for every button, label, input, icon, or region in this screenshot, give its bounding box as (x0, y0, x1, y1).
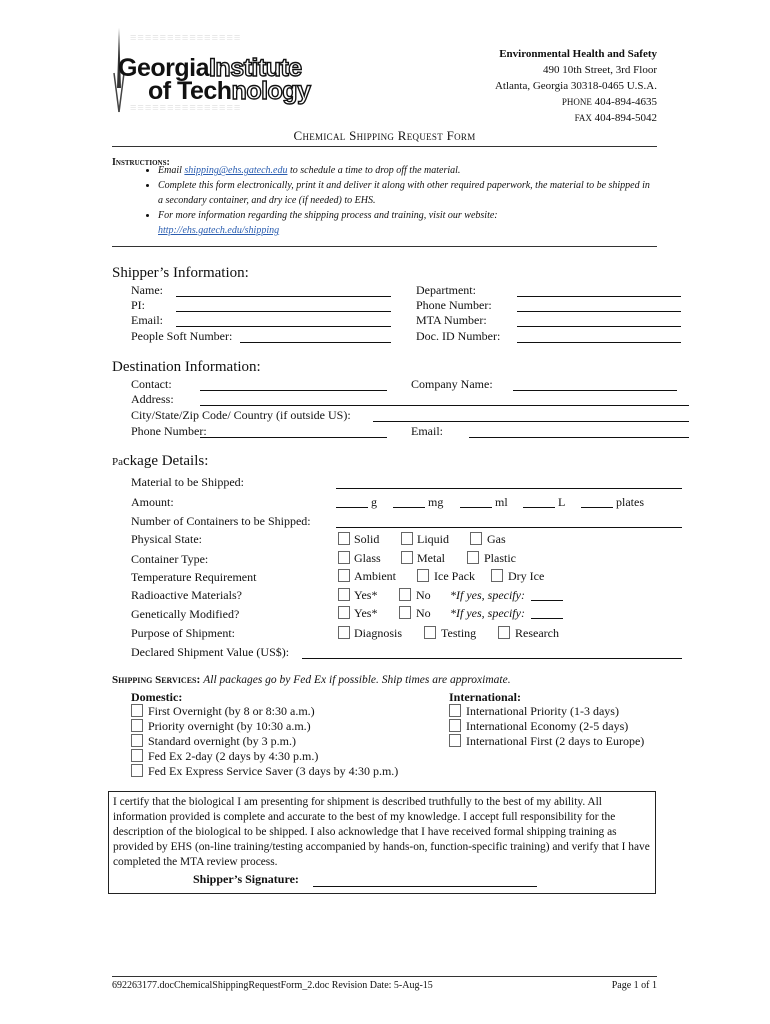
package-heading: Package Details: (112, 453, 209, 469)
pi-field[interactable] (176, 311, 391, 312)
instructions-heading: Instructions: (112, 157, 170, 168)
radioactive-label: Radioactive Materials? (131, 588, 242, 602)
intl-priority-label: International Priority (1-3 days) (466, 704, 619, 718)
intl-first-label: International First (2 days to Europe) (466, 734, 645, 748)
footer-page: Page 1 of 1 (611, 980, 657, 991)
email-label: Email: (131, 313, 163, 327)
material-field[interactable] (336, 488, 682, 489)
radioactive-yes-checkbox[interactable] (338, 588, 350, 601)
city-field[interactable] (373, 421, 689, 422)
glass-checkbox[interactable] (338, 551, 350, 564)
doc-id-field[interactable] (517, 342, 681, 343)
email-link[interactable]: shipping@ehs.gatech.edu (184, 165, 288, 176)
physical-state-label: Physical State: (131, 532, 202, 546)
gt-logo: ≡≡≡≡≡≡≡≡≡≡≡≡≡≡≡ ≡≡≡≡≡≡≡≡≡≡≡≡≡≡≡ (110, 22, 390, 122)
contact-label: Contact: (131, 377, 172, 391)
glass-label: Glass (354, 551, 381, 565)
priority-overnight-checkbox[interactable] (131, 719, 143, 732)
instructions-list (112, 163, 657, 238)
metal-label: Metal (417, 551, 445, 565)
fedex-2day-label: Fed Ex 2-day (2 days by 4:30 p.m.) (148, 749, 319, 763)
name-label: Name: (131, 283, 163, 297)
pi-label: PI: (131, 298, 146, 312)
gm-specify-label: *If yes, specify: (450, 606, 525, 620)
metal-checkbox[interactable] (401, 551, 413, 564)
unit-l: L (558, 495, 566, 509)
temperature-label: Temperature Requirement (131, 570, 257, 584)
dry-ice-checkbox[interactable] (491, 569, 503, 582)
footer-divider (112, 976, 657, 977)
instruction-item: • For more information regarding the shipping process and training, visit our website: http://ehs.gatech.edu/shipping (158, 208, 657, 238)
container-type-label: Container Type: (131, 552, 209, 566)
solid-label: Solid (354, 532, 380, 546)
plastic-checkbox[interactable] (467, 551, 479, 564)
declared-value-field[interactable] (302, 658, 682, 659)
address-label: Address: (131, 392, 174, 406)
phone-field[interactable] (517, 311, 681, 312)
containers-label: Number of Containers to be Shipped: (131, 514, 311, 528)
logo-line-1: GeorgiaInstitute (118, 54, 302, 82)
company-label: Company Name: (411, 377, 493, 391)
gm-no-label: No (416, 606, 431, 620)
phone-label: Phone Number: (416, 298, 492, 312)
gm-no-checkbox[interactable] (399, 606, 411, 619)
research-checkbox[interactable] (498, 626, 510, 639)
amount-l-field[interactable] (523, 507, 555, 508)
purpose-label: Purpose of Shipment: (131, 626, 235, 640)
name-field[interactable] (176, 296, 391, 297)
website-link[interactable]: http://ehs.gatech.edu/shipping (158, 225, 280, 236)
logo-line-2: of Technology (148, 77, 311, 105)
dept-name: Environmental Health and Safety (499, 48, 657, 60)
mta-field[interactable] (517, 326, 681, 327)
certification-text: I certify that the biological I am presenting for shipment is described truthfully to the best of my ability. All information provided is complete and accurate to the best of my knowledge. I accept full responsibility for the description of the biological to be shipped. I also acknowledge that I have received formal shipping training as provided by EHS (on-line training/testing accompanied by hands-on, function-specific training) and verify that I have completed the MTA review process. (113, 796, 650, 868)
radioactive-no-label: No (416, 588, 431, 602)
domestic-label: Domestic: (131, 690, 183, 704)
address-block (495, 46, 657, 126)
dest-email-label: Email: (411, 424, 443, 438)
diagnosis-label: Diagnosis (354, 626, 402, 640)
fedex-2day-checkbox[interactable] (131, 749, 143, 762)
gas-label: Gas (487, 532, 506, 546)
mta-label: MTA Number: (416, 313, 487, 327)
gm-label: Genetically Modified? (131, 607, 240, 621)
amount-plates-field[interactable] (581, 507, 613, 508)
liquid-label: Liquid (417, 532, 449, 546)
doc-id-label: Doc. ID Number: (416, 329, 501, 343)
instruction-item: • Complete this form electronically, print it and deliver it along with other required paperwork, the material to be shipped in a secondary container, and dry ice (if needed) to EHS. (158, 178, 657, 208)
radioactive-no-checkbox[interactable] (399, 588, 411, 601)
priority-overnight-label: Priority overnight (by 10:30 a.m.) (148, 719, 311, 733)
unit-mg: mg (428, 495, 444, 509)
certification-box (108, 791, 656, 894)
gm-specify-field[interactable] (531, 618, 563, 619)
city: Atlanta, Georgia 30318-0465 U.S.A. (494, 80, 657, 92)
gas-checkbox[interactable] (470, 532, 482, 545)
company-field[interactable] (513, 390, 677, 391)
amount-mg-field[interactable] (393, 507, 425, 508)
unit-ml: ml (495, 495, 508, 509)
form-title: Chemical Shipping Request Form (293, 128, 476, 143)
instruction-item: • Email shipping@ehs.gatech.edu to schedule a time to drop off the material. (158, 163, 657, 178)
standard-overnight-label: Standard overnight (by 3 p.m.) (148, 734, 296, 748)
intl-economy-checkbox[interactable] (449, 719, 461, 732)
amount-g-field[interactable] (336, 507, 368, 508)
gm-yes-checkbox[interactable] (338, 606, 350, 619)
destination-heading: Destination Information: (112, 359, 261, 375)
divider (112, 246, 657, 247)
dest-phone-label: Phone Number: (131, 424, 207, 438)
gm-yes-label: Yes* (354, 606, 378, 620)
shipping-heading-line: Shipping Services: All packages go by Fed Ex if possible. Ship times are approximate. (112, 674, 511, 686)
people-soft-label: People Soft Number: (131, 329, 233, 343)
divider (112, 146, 657, 147)
express-saver-checkbox[interactable] (131, 764, 143, 777)
testing-label: Testing (441, 626, 477, 640)
intl-economy-label: International Economy (2-5 days) (466, 719, 629, 733)
radioactive-yes-label: Yes* (354, 588, 378, 602)
intl-priority-checkbox[interactable] (449, 704, 461, 717)
department-field[interactable] (517, 296, 681, 297)
plastic-label: Plastic (484, 551, 516, 565)
phone-line: PHONE 404-894-4635 (561, 96, 657, 108)
street: 490 10th Street, 3rd Floor (543, 64, 657, 76)
email-field[interactable] (176, 326, 391, 327)
first-overnight-checkbox[interactable] (131, 704, 143, 717)
international-label: International: (449, 690, 521, 704)
material-label: Material to be Shipped: (131, 475, 244, 489)
solid-checkbox[interactable] (338, 532, 350, 545)
first-overnight-label: First Overnight (by 8 or 8:30 a.m.) (148, 704, 315, 718)
department-label: Department: (416, 283, 476, 297)
radioactive-specify-field[interactable] (531, 600, 563, 601)
containers-field[interactable] (336, 527, 682, 528)
city-label: City/State/Zip Code/ Country (if outside US): (131, 408, 351, 422)
express-saver-label: Fed Ex Express Service Saver (3 days by 4:30 p.m.) (148, 764, 399, 778)
testing-checkbox[interactable] (424, 626, 436, 639)
ambient-label: Ambient (354, 569, 396, 583)
research-label: Research (515, 626, 559, 640)
dest-email-field[interactable] (469, 437, 689, 438)
people-soft-field[interactable] (240, 342, 391, 343)
ice-pack-label: Ice Pack (434, 569, 475, 583)
diagnosis-checkbox[interactable] (338, 626, 350, 639)
contact-field[interactable] (200, 390, 387, 391)
unit-g: g (371, 495, 377, 509)
radioactive-specify-label: *If yes, specify: (450, 588, 525, 602)
unit-plates: plates (616, 495, 644, 509)
signature-field[interactable] (313, 886, 537, 887)
ambient-checkbox[interactable] (338, 569, 350, 582)
amount-ml-field[interactable] (460, 507, 492, 508)
ice-pack-checkbox[interactable] (417, 569, 429, 582)
dest-phone-field[interactable] (200, 437, 387, 438)
shipper-heading: Shipper’s Information: (112, 265, 249, 281)
intl-first-checkbox[interactable] (449, 734, 461, 747)
signature-label: Shipper’s Signature: (193, 872, 299, 886)
declared-value-label: Declared Shipment Value (US$): (131, 645, 290, 659)
amount-label: Amount: (131, 495, 174, 509)
dry-ice-label: Dry Ice (508, 569, 545, 583)
liquid-checkbox[interactable] (401, 532, 413, 545)
footer-filename: 692263177.docChemicalShippingRequestForm_2.doc Revision Date: 5-Aug-15 (112, 980, 433, 991)
address-field[interactable] (200, 405, 689, 406)
fax-line: FAX 404-894-5042 (574, 112, 657, 124)
standard-overnight-checkbox[interactable] (131, 734, 143, 747)
